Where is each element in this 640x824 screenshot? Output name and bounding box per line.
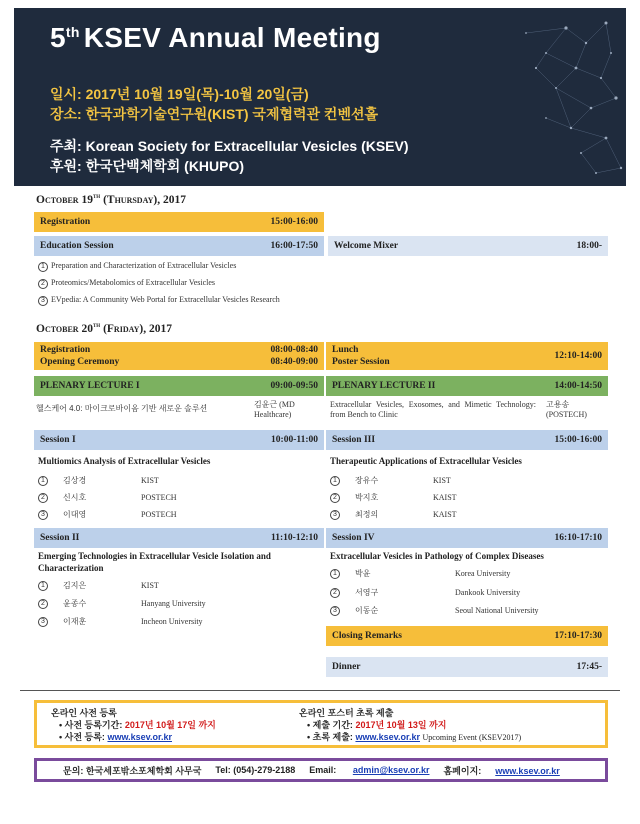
session-2-speaker-2: 2 윤종수 Hanyang University	[38, 598, 291, 609]
day2-heading: October 20th (Friday), 2017	[36, 321, 173, 335]
day1-registration-bar: Registration 15:00-16:00	[34, 212, 324, 232]
day2-lunch-poster-bar: Lunch Poster Session 12:10-14:00	[326, 342, 608, 370]
day1-mixer-bar: Welcome Mixer 18:00-	[328, 236, 608, 256]
day1-topic-3: 3 EVpedia: A Community Web Portal for Extracellular Vesicles Research	[38, 295, 280, 306]
registration-link-row: • 사전 등록: www.ksev.or.kr	[59, 732, 172, 742]
online-registration-column	[51, 707, 216, 743]
session-3-speaker-1: 1 장유수 KIST	[330, 475, 583, 486]
session-3-speaker-2: 2 박지호 KAIST	[330, 492, 583, 503]
plenary-2-bar: PLENARY LECTURE II 14:00-14:50	[326, 376, 608, 396]
session-2-speaker-3: 3 이재훈 Incheon University	[38, 616, 291, 627]
poster-submission-column	[299, 707, 521, 744]
meeting-title: 5th KSEV Annual Meeting	[50, 22, 381, 53]
session-2-title: Emerging Technologies in Extracellular Vesicle Isolation and Characterization	[38, 551, 271, 573]
session-4-speaker-1: 1 박윤 Korea University	[330, 568, 605, 579]
submission-link[interactable]: www.ksev.or.kr	[355, 732, 420, 742]
event-sponsor: 후원: 한국단백체학회 (KHUPO)	[50, 158, 245, 174]
session-3-title: Therapeutic Applications of Extracellular Vesicles	[330, 456, 522, 466]
event-venue: 장소: 한국과학기술연구원(KIST) 국제협력관 컨벤션홀	[50, 106, 379, 122]
plenary-2-speaker: 고용송 (POSTECH)	[546, 400, 587, 419]
dinner-bar: Dinner 17:45-	[326, 657, 608, 677]
contact-email-row: Email: admin@ksev.or.kr	[309, 765, 430, 775]
contact-tel: Tel: (054)-279-2188	[215, 765, 296, 775]
submission-link-row: • 초록 제출: www.ksev.or.kr Upcoming Event (KSEV2017)	[307, 732, 522, 742]
event-host: 주최: Korean Society for Extracellular Vesicles (KSEV)	[50, 138, 409, 154]
registration-link[interactable]: www.ksev.or.kr	[107, 732, 172, 742]
contact-box	[34, 758, 608, 782]
session-4-bar: Session IV 16:10-17:10	[326, 528, 608, 548]
plenary-1-speaker: 김윤근 (MD Healthcare)	[254, 400, 295, 419]
day1-topic-2: 2 Proteomics/Metabolomics of Extracellular Vesicles	[38, 278, 215, 289]
day1-education-bar: Education Session 16:00-17:50	[34, 236, 324, 256]
plenary-1-bar: PLENARY LECTURE I 09:00-09:50	[34, 376, 324, 396]
session-1-speaker-2: 2 신시호 POSTECH	[38, 492, 291, 503]
registration-period: • 사전 등록기간: 2017년 10월 17일 까지	[59, 720, 216, 730]
plenary-1-title: 헬스케어 4.0: 마이크로바이옴 기반 새로운 솔루션	[36, 404, 208, 413]
contact-homepage-link[interactable]: www.ksev.or.kr	[495, 765, 560, 776]
poster-submission-title: 온라인 포스터 초록 제출	[299, 708, 394, 718]
plenary-2-title: Extracellular Vesicles, Exosomes, and Mimetic Technology: from Bench to Clinic	[330, 400, 536, 419]
network-dots-decoration	[366, 8, 626, 186]
contact-office: 문의: 한국세포밖소포체학회 사무국	[63, 765, 202, 776]
session-3-speaker-3: 3 최정의 KAIST	[330, 509, 583, 520]
day1-heading: October 19th (Thursday), 2017	[36, 192, 186, 206]
session-2-speaker-1: 1 김지은 KIST	[38, 580, 291, 591]
session-1-speaker-3: 3 이대영 POSTECH	[38, 509, 291, 520]
submission-deadline: • 제출 기간: 2017년 10월 13일 까지	[307, 720, 447, 730]
footer-divider	[20, 690, 620, 691]
event-date: 일시: 2017년 10월 19일(목)-10월 20일(금)	[50, 86, 309, 102]
registration-box	[34, 700, 608, 748]
day1-topic-1: 1 Preparation and Characterization of Extracellular Vesicles	[38, 261, 236, 272]
session-1-bar: Session I 10:00-11:00	[34, 430, 324, 450]
header-banner	[14, 8, 626, 186]
contact-email-link[interactable]: admin@ksev.or.kr	[352, 765, 430, 775]
contact-homepage-row: 홈페이지: www.ksev.or.kr	[443, 765, 560, 776]
session-1-speaker-1: 1 김상경 KIST	[38, 475, 291, 486]
day2-registration-opening-bar: Registration Opening Ceremony 08:00-08:40 08:40-09:00	[34, 342, 324, 370]
session-1-title: Multiomics Analysis of Extracellular Vesicles	[38, 456, 211, 466]
session-4-title: Extracellular Vesicles in Pathology of Complex Diseases	[330, 551, 544, 561]
session-2-bar: Session II 11:10-12:10	[34, 528, 324, 548]
closing-remarks-bar: Closing Remarks 17:10-17:30	[326, 626, 608, 646]
session-3-bar: Session III 15:00-16:00	[326, 430, 608, 450]
session-4-speaker-3: 3 이동순 Seoul National University	[330, 605, 605, 616]
session-4-speaker-2: 2 서영구 Dankook University	[330, 587, 605, 598]
online-registration-title: 온라인 사전 등록	[51, 708, 117, 718]
